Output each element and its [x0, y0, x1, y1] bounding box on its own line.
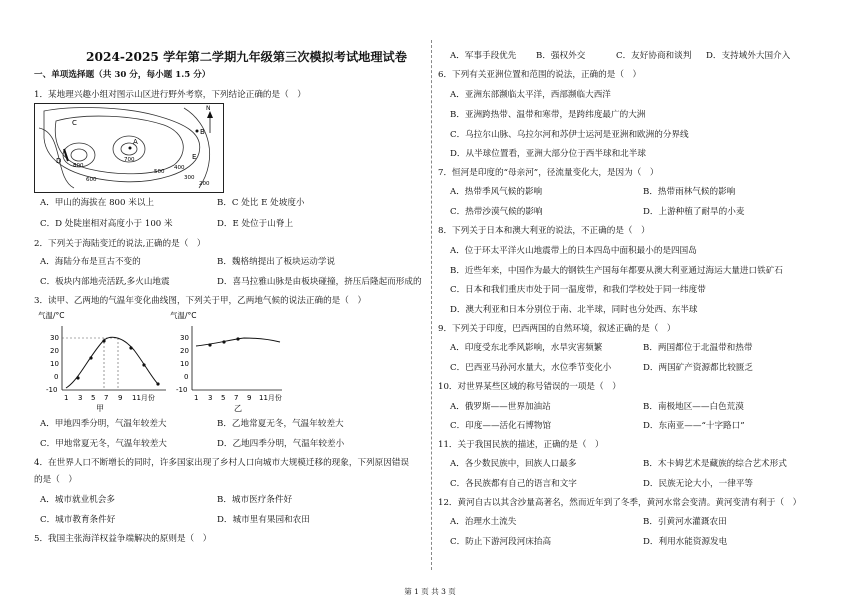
exam-title: 2024-2025 学年第二学期九年级第三次模拟考试地理试卷 [86, 50, 407, 64]
jia-ylabel: 气温/°C [38, 311, 65, 320]
q4-stem-line2: 的是（ ） [34, 475, 77, 485]
q3-option-b[interactable]: B．乙地常夏无冬，气温年较差大 [217, 419, 344, 429]
yi-caption: 乙 [234, 404, 242, 413]
q12-option-c[interactable]: C．防止下游河段河床抬高 [450, 537, 552, 547]
q9-option-a[interactable]: A．印度受东北季风影响，水旱灾害频繁 [450, 343, 603, 353]
q8-option-b[interactable]: B．近些年来，中国作为最大的钢铁生产国每年都要从澳大利亚通过海运大量进口铁矿石 [450, 266, 783, 276]
contour-700: 700 [124, 157, 135, 163]
yi-ytick-20: 20 [180, 347, 189, 355]
q9-option-d[interactable]: D．两国矿产资源都比较匮乏 [643, 363, 754, 373]
jia-xtick-3: 3 [78, 394, 83, 402]
jia-ytick-0: 0 [54, 373, 59, 381]
q11-option-a[interactable]: A．各少数民族中，回族人口最多 [450, 459, 577, 469]
map-label-e: E [192, 153, 197, 161]
q6-option-b[interactable]: B．亚洲跨热带、温带和寒带，是跨纬度最广的大洲 [450, 110, 646, 120]
q12-option-d[interactable]: D．利用水能资源发电 [643, 537, 728, 547]
q8-option-d[interactable]: D．澳大利亚和日本分别位于南、北半球，同时也分处西、东半球 [450, 305, 698, 315]
q10-option-d[interactable]: D．东南亚——“十字路口” [643, 421, 745, 431]
q6-stem: 6．下列有关亚洲位置和范围的说法，正确的是（ ） [438, 70, 642, 80]
q7-option-b[interactable]: B．热带雨林气候的影响 [643, 187, 736, 197]
q3-option-d[interactable]: D．乙地四季分明，气温年较差小 [217, 439, 345, 449]
jia-ytick-20: 20 [50, 347, 59, 355]
q8-option-a[interactable]: A．位于环太平洋火山地震带上的日本四岛中面积最小的是四国岛 [450, 246, 697, 256]
q8-stem: 8．下列关于日本和澳大利亚的说法，不正确的是（ ） [438, 226, 650, 236]
jia-ytick-m10: -10 [46, 386, 58, 394]
q11-option-c[interactable]: C．各民族都有自己的语言和文字 [450, 479, 577, 489]
yi-xtick-7: 7 [234, 394, 239, 402]
section-heading: 一、单项选择题（共 30 分，每小题 1.5 分） [34, 70, 211, 80]
jia-xtick-1: 1 [64, 394, 69, 402]
contour-800: 800 [73, 163, 84, 169]
yi-ytick-30: 30 [180, 334, 189, 342]
q4-option-a[interactable]: A．城市就业机会多 [40, 495, 115, 505]
jia-xtick-11: 11月份 [132, 394, 155, 402]
yi-xtick-9: 9 [247, 394, 252, 402]
q10-option-c[interactable]: C．印度——活化石博物馆 [450, 421, 552, 431]
q5-option-c[interactable]: C．友好协商和谈判 [616, 51, 692, 61]
q5-stem: 5．我国主张海洋权益争端解决的原则是（ ） [34, 534, 212, 544]
q2-option-a[interactable]: A．海陆分布是亘古不变的 [40, 257, 141, 267]
q5-option-a[interactable]: A．军事手段优先 [450, 51, 517, 61]
q3-option-a[interactable]: A．甲地四季分明，气温年较差大 [40, 419, 167, 429]
jia-ytick-30: 30 [50, 334, 59, 342]
q4-option-b[interactable]: B．城市医疗条件好 [217, 495, 293, 505]
q10-option-b[interactable]: B．南极地区——白色荒漠 [643, 402, 744, 412]
q2-stem: 2．下列关于海陆变迁的说法,正确的是（ ） [34, 239, 206, 249]
q1-option-d[interactable]: D．E 处位于山脊上 [217, 219, 294, 229]
jia-xtick-7: 7 [104, 394, 109, 402]
north-arrow-icon [206, 105, 213, 133]
q12-option-b[interactable]: B．引黄河水灌溉农田 [643, 517, 727, 527]
q7-stem: 7．恒河是印度的“母亲河”，径流量变化大，是因为（ ） [438, 168, 659, 178]
q4-option-d[interactable]: D．城市里有果园和农田 [217, 515, 310, 525]
q11-option-b[interactable]: B．木卡姆艺术是藏族的综合艺术形式 [643, 459, 787, 469]
q3-stem: 3．读甲、乙两地的气温年变化曲线图，下列关于甲，乙两地气候的说法正确的是（ ） [34, 296, 367, 306]
yi-ytick-m10: -10 [176, 386, 188, 394]
contour-600: 600 [86, 177, 97, 183]
q5-option-d[interactable]: D．支持域外大国介入 [706, 51, 791, 61]
yi-xtick-1: 1 [194, 394, 199, 402]
column-divider [431, 40, 432, 570]
yi-ytick-0: 0 [184, 373, 189, 381]
q7-option-c[interactable]: C．热带沙漠气候的影响 [450, 207, 543, 217]
q6-option-d[interactable]: D．从半球位置看，亚洲大部分位于西半球和北半球 [450, 149, 646, 159]
q10-stem: 10．对世界某些区域的称号错误的一项是（ ） [438, 382, 621, 392]
yi-ytick-10: 10 [180, 360, 189, 368]
contour-500: 500 [154, 169, 165, 175]
contour-200: 200 [199, 181, 210, 187]
contour-map [34, 103, 224, 193]
map-label-d: D [56, 157, 62, 165]
q7-option-d[interactable]: D．上游种植了耐旱的小麦 [643, 207, 745, 217]
contour-300: 300 [184, 175, 195, 181]
q1-stem: 1．某地理兴趣小组对图示山区进行野外考察，下列结论正确的是（ ） [34, 90, 306, 100]
q2-option-d[interactable]: D．喜马拉雅山脉是由板块碰撞，挤压后隆起而形成的 [217, 277, 422, 287]
q5-option-b[interactable]: B．强权外交 [536, 51, 586, 61]
jia-caption: 甲 [96, 404, 104, 413]
q6-option-c[interactable]: C．乌拉尔山脉、乌拉尔河和苏伊士运河是亚洲和欧洲的分界线 [450, 130, 689, 140]
q12-stem: 12．黄河自古以其含沙量高著名，然而近年到了冬季，黄河水常会变清。黄河变清有利于（ ） [438, 498, 802, 508]
q11-stem: 11．关于我国民族的描述，正确的是（ ） [438, 440, 604, 450]
q3-option-c[interactable]: C．甲地常夏无冬，气温年较差大 [40, 439, 167, 449]
q2-option-b[interactable]: B．魏格纳提出了板块运动学说 [217, 257, 336, 267]
jia-ytick-10: 10 [50, 360, 59, 368]
yi-xtick-5: 5 [221, 394, 226, 402]
q2-option-c[interactable]: C．板块内部地壳活跃,多火山地震 [40, 277, 170, 287]
q9-option-c[interactable]: C．巴西亚马孙河水量大，水位季节变化小 [450, 363, 612, 373]
yi-xtick-3: 3 [208, 394, 213, 402]
jia-xtick-9: 9 [118, 394, 123, 402]
q4-stem-line1: 4．在世界人口不断增长的同时，许多国家出现了乡村人口向城市大规模迁移的现象，下列原因错误 [34, 458, 410, 468]
q8-option-c[interactable]: C．日本和我们重庆市处于同一温度带，和我们学校处于同一纬度带 [450, 285, 706, 295]
q9-stem: 9．下列关于印度，巴西两国的自然环境，叙述正确的是（ ） [438, 324, 676, 334]
temperature-charts [34, 308, 284, 413]
q11-option-d[interactable]: D．民族无论大小，一律平等 [643, 479, 754, 489]
q1-option-b[interactable]: B．C 处比 E 处坡度小 [217, 198, 305, 208]
q6-option-a[interactable]: A．亚洲东部濒临太平洋，西部濒临大西洋 [450, 90, 611, 100]
q9-option-b[interactable]: B．两国都位于北温带和热带 [643, 343, 753, 353]
contour-400: 400 [174, 165, 185, 171]
q7-option-a[interactable]: A．热带季风气候的影响 [450, 187, 543, 197]
map-label-b: B [200, 128, 205, 136]
page-footer: 第 1 页 共 3 页 [404, 587, 456, 596]
yi-xtick-11: 11月份 [259, 394, 282, 402]
north-label: N [206, 105, 211, 112]
q1-option-a[interactable]: A．甲山的海拔在 800 米以上 [40, 198, 155, 208]
q10-option-a[interactable]: A．俄罗斯——世界加油站 [450, 402, 551, 412]
q1-option-c[interactable]: C．D 处陡崖相对高度小于 100 米 [40, 219, 173, 229]
map-label-a: A [133, 138, 138, 146]
q12-option-a[interactable]: A．治理水土流失 [450, 517, 517, 527]
q4-option-c[interactable]: C．城市教育条件好 [40, 515, 116, 525]
map-label-c: C [72, 119, 77, 127]
jia-xtick-5: 5 [91, 394, 96, 402]
yi-ylabel: 气温/°C [170, 311, 197, 320]
